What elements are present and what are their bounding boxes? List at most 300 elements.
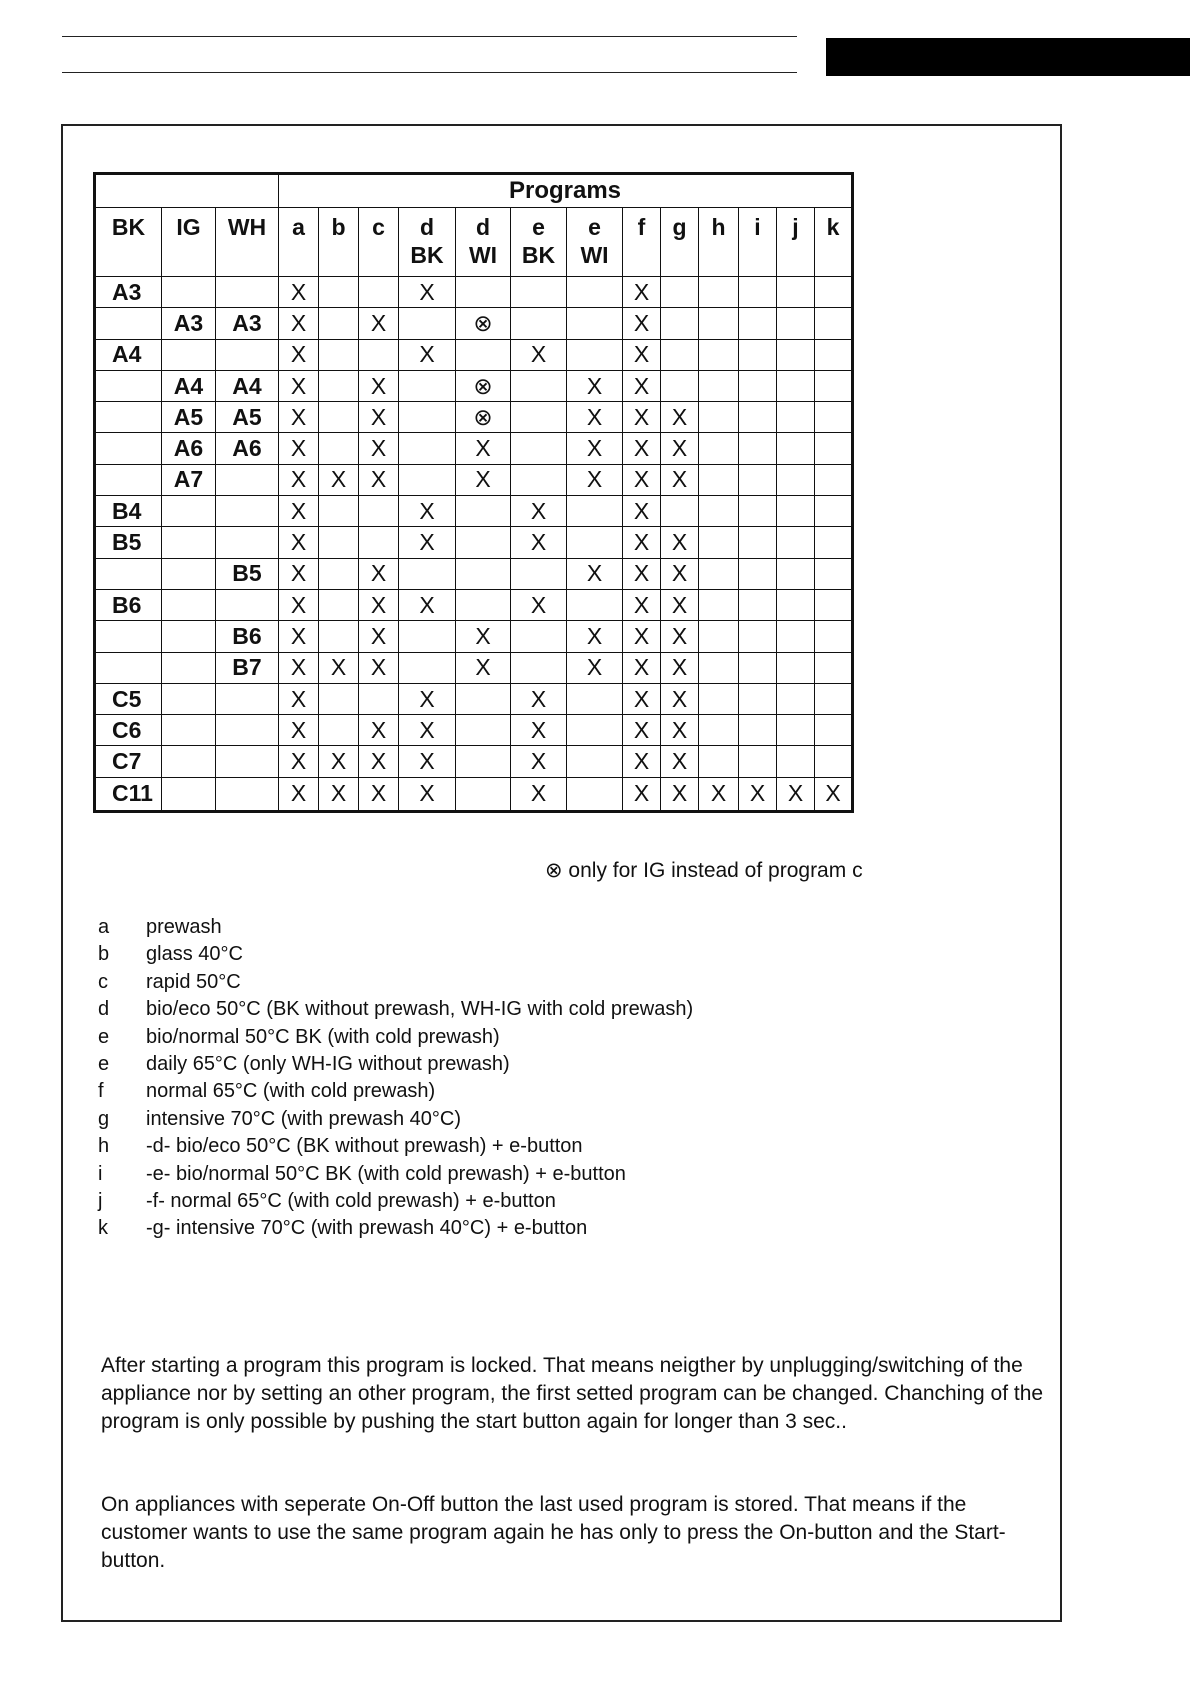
row-key-wh: B6 — [216, 621, 279, 652]
row-key-ig — [162, 746, 216, 777]
header-program-letter: d — [419, 214, 435, 240]
table-cell — [739, 558, 777, 589]
legend-text: -g- intensive 70°C (with prewash 40°C) + e-button — [146, 1217, 588, 1240]
table-cell — [699, 402, 739, 433]
legend-text: prewash — [146, 916, 222, 938]
table-cell — [777, 433, 815, 464]
table-cell — [511, 558, 567, 589]
header-program-3 — [399, 208, 456, 277]
table-cell — [739, 339, 777, 370]
table-cell — [777, 683, 815, 714]
table-cell: X — [511, 746, 567, 777]
header-program-6 — [567, 208, 623, 277]
table-cell — [739, 433, 777, 464]
table-cell — [511, 277, 567, 308]
table-cell: X — [319, 777, 359, 811]
row-key-bk: B4 — [95, 496, 162, 527]
table-cell: X — [279, 339, 319, 370]
table-cell: X — [279, 715, 319, 746]
table-cell: X — [319, 652, 359, 683]
table-cell — [319, 370, 359, 401]
table-cell — [739, 402, 777, 433]
table-cell: X — [359, 433, 399, 464]
header-program-letter: d — [475, 214, 491, 240]
table-cell: X — [511, 339, 567, 370]
table-cell: X — [661, 589, 699, 620]
table-cell — [739, 308, 777, 339]
row-key-wh — [216, 715, 279, 746]
row-key-bk — [95, 308, 162, 339]
table-cell — [399, 464, 456, 495]
table-cell: X — [815, 777, 853, 811]
table-cell — [456, 558, 511, 589]
table-cell — [399, 558, 456, 589]
legend-text: -e- bio/normal 50°C BK (with cold prewash) + e-button — [146, 1162, 626, 1185]
table-cell — [319, 621, 359, 652]
table-cell: X — [399, 746, 456, 777]
table-cell: ⊗ — [456, 308, 511, 339]
row-key-bk — [95, 433, 162, 464]
table-cell — [319, 527, 359, 558]
row-key-wh: A6 — [216, 433, 279, 464]
header-program-letter: e — [532, 214, 545, 240]
paragraph-program-stored: On appliances with seperate On-Off button the last used program is stored. That means if the customer wants to use the same program again he has only to press the On-button and the Start-button. — [101, 1493, 1006, 1572]
row-key-bk: C6 — [95, 715, 162, 746]
table-cell — [456, 715, 511, 746]
table-cell — [319, 339, 359, 370]
header-bk: BK — [95, 208, 162, 277]
table-cell: X — [279, 589, 319, 620]
row-key-wh — [216, 746, 279, 777]
table-cell — [359, 527, 399, 558]
row-key-ig — [162, 277, 216, 308]
table-cell: X — [279, 402, 319, 433]
legend-item — [98, 1133, 693, 1160]
table-cell: X — [623, 746, 661, 777]
table-cell: X — [399, 589, 456, 620]
table-cell: X — [399, 496, 456, 527]
table-cell — [777, 527, 815, 558]
table-cell — [699, 746, 739, 777]
table-cell: X — [511, 777, 567, 811]
table-cell: X — [661, 652, 699, 683]
table-cell — [359, 277, 399, 308]
table-cell — [456, 496, 511, 527]
table-row — [95, 464, 853, 495]
header-program-4 — [456, 208, 511, 277]
table-row — [95, 621, 853, 652]
header-ig: IG — [162, 208, 216, 277]
table-cell — [511, 621, 567, 652]
table-cell: X — [623, 370, 661, 401]
table-cell — [739, 527, 777, 558]
header-program-letter: f — [637, 214, 646, 240]
row-key-bk — [95, 652, 162, 683]
row-key-ig: A5 — [162, 402, 216, 433]
table-cell: X — [623, 777, 661, 811]
table-cell: X — [623, 558, 661, 589]
table-cell — [359, 683, 399, 714]
program-legend — [98, 914, 693, 1243]
row-key-bk — [95, 402, 162, 433]
header-rule-top — [62, 36, 797, 37]
header-program-variant: BK — [521, 242, 556, 268]
table-cell: X — [399, 715, 456, 746]
table-cell: X — [567, 558, 623, 589]
table-cell — [815, 683, 853, 714]
table-cell: X — [661, 746, 699, 777]
table-cell: X — [623, 339, 661, 370]
table-cell: X — [567, 464, 623, 495]
table-cell: X — [359, 464, 399, 495]
table-cell — [661, 339, 699, 370]
header-program-variant: WI — [580, 242, 609, 268]
legend-item — [98, 941, 693, 968]
row-key-bk: A3 — [95, 277, 162, 308]
table-cell — [567, 746, 623, 777]
table-row — [95, 777, 853, 811]
row-key-wh: B5 — [216, 558, 279, 589]
table-cell: X — [661, 777, 699, 811]
table-cell — [777, 464, 815, 495]
row-key-bk: C11 — [95, 777, 162, 811]
legend-key: d — [98, 998, 110, 1021]
table-cell — [699, 652, 739, 683]
table-cell: X — [399, 777, 456, 811]
table-cell: X — [319, 464, 359, 495]
table-cell — [739, 652, 777, 683]
table-row — [95, 683, 853, 714]
legend-item — [98, 1188, 693, 1215]
table-cell — [777, 370, 815, 401]
row-key-ig — [162, 683, 216, 714]
legend-key: k — [98, 1217, 108, 1240]
table-cell — [699, 683, 739, 714]
legend-item — [98, 996, 693, 1023]
legend-key: f — [98, 1080, 104, 1103]
legend-item — [98, 1215, 693, 1242]
table-cell — [456, 527, 511, 558]
table-cell — [815, 464, 853, 495]
row-key-ig — [162, 496, 216, 527]
legend-key: e — [98, 1052, 110, 1075]
table-cell: X — [623, 715, 661, 746]
table-cell: X — [279, 746, 319, 777]
table-cell — [777, 308, 815, 339]
header-program-letter: b — [331, 214, 346, 240]
table-cell — [511, 370, 567, 401]
header-program-letter: a — [292, 214, 305, 240]
header-program-variant: WI — [468, 242, 498, 268]
table-cell: X — [623, 308, 661, 339]
table-cell: X — [279, 777, 319, 811]
table-cell: X — [279, 683, 319, 714]
table-row — [95, 746, 853, 777]
table-cell — [699, 527, 739, 558]
table-cell: X — [567, 433, 623, 464]
table-cell — [699, 464, 739, 495]
header-program-9 — [699, 208, 739, 277]
table-cell: X — [661, 621, 699, 652]
table-cell — [815, 715, 853, 746]
table-cell — [815, 496, 853, 527]
table-cell — [699, 496, 739, 527]
table-cell — [567, 277, 623, 308]
table-cell — [399, 370, 456, 401]
table-cell: X — [279, 652, 319, 683]
table-cell — [456, 589, 511, 620]
table-row — [95, 589, 853, 620]
table-cell — [567, 339, 623, 370]
table-cell — [739, 715, 777, 746]
legend-text: bio/normal 50°C BK (with cold prewash) — [146, 1025, 500, 1048]
table-cell — [511, 464, 567, 495]
table-cell: X — [623, 589, 661, 620]
table-cell: X — [279, 527, 319, 558]
row-key-ig — [162, 339, 216, 370]
header-program-letter: e — [588, 214, 601, 240]
table-cell: X — [359, 402, 399, 433]
table-cell — [319, 715, 359, 746]
table-cell: X — [623, 683, 661, 714]
table-cell — [319, 558, 359, 589]
legend-item — [98, 1078, 693, 1105]
table-cell — [777, 746, 815, 777]
legend-key: j — [98, 1189, 103, 1212]
row-key-bk: C5 — [95, 683, 162, 714]
table-cell: X — [319, 746, 359, 777]
table-cell — [739, 589, 777, 620]
table-cell: X — [399, 527, 456, 558]
footnote: ⊗ only for IG instead of program c — [545, 859, 863, 882]
legend-key: c — [98, 970, 108, 993]
row-key-bk: B5 — [95, 527, 162, 558]
legend-key: g — [98, 1107, 110, 1130]
table-cell: X — [623, 464, 661, 495]
table-cell — [777, 715, 815, 746]
legend-text: glass 40°C — [146, 943, 243, 966]
row-key-wh — [216, 589, 279, 620]
row-key-wh — [216, 777, 279, 811]
table-cell — [699, 339, 739, 370]
table-cell: X — [511, 715, 567, 746]
table-cell: X — [661, 402, 699, 433]
table-cell — [699, 558, 739, 589]
header-program-10 — [739, 208, 777, 277]
row-key-ig — [162, 527, 216, 558]
table-cell — [399, 652, 456, 683]
table-cell — [661, 496, 699, 527]
table-cell — [739, 464, 777, 495]
table-cell: X — [567, 370, 623, 401]
row-key-ig — [162, 621, 216, 652]
row-key-wh: A3 — [216, 308, 279, 339]
header-program-letter: k — [826, 214, 840, 240]
table-cell — [699, 433, 739, 464]
table-cell: X — [661, 683, 699, 714]
table-row — [95, 715, 853, 746]
table-cell — [739, 496, 777, 527]
row-key-bk: C7 — [95, 746, 162, 777]
table-cell: X — [359, 558, 399, 589]
header-program-11 — [777, 208, 815, 277]
table-row — [95, 496, 853, 527]
table-cell — [815, 402, 853, 433]
table-cell — [739, 621, 777, 652]
row-key-ig — [162, 558, 216, 589]
table-cell — [319, 277, 359, 308]
table-cell: X — [279, 558, 319, 589]
legend-text: rapid 50°C — [146, 970, 241, 993]
table-cell — [815, 433, 853, 464]
table-cell — [319, 402, 359, 433]
row-key-bk — [95, 621, 162, 652]
row-key-wh — [216, 277, 279, 308]
legend-text: intensive 70°C (with prewash 40°C) — [146, 1107, 462, 1130]
table-cell — [699, 277, 739, 308]
table-cell: X — [279, 496, 319, 527]
table-cell: X — [623, 402, 661, 433]
table-cell: X — [399, 339, 456, 370]
legend-item — [98, 1106, 693, 1133]
table-cell — [456, 683, 511, 714]
table-cell: X — [399, 683, 456, 714]
table-cell — [815, 370, 853, 401]
blank-header-cell — [95, 174, 279, 208]
table-cell: X — [777, 777, 815, 811]
legend-text: daily 65°C (only WH-IG without prewash) — [146, 1052, 510, 1075]
legend-item — [98, 1161, 693, 1188]
table-cell — [699, 621, 739, 652]
legend-key: b — [98, 943, 110, 966]
table-cell: ⊗ — [456, 402, 511, 433]
table-cell — [699, 308, 739, 339]
table-cell: X — [456, 464, 511, 495]
table-cell — [661, 308, 699, 339]
table-cell — [815, 746, 853, 777]
header-program-variant: BK — [410, 242, 444, 268]
table-cell: X — [359, 777, 399, 811]
table-cell: X — [661, 715, 699, 746]
programs-title: Programs — [279, 174, 853, 208]
table-cell: X — [661, 558, 699, 589]
table-cell — [456, 746, 511, 777]
header-program-7 — [623, 208, 661, 277]
table-cell: X — [567, 652, 623, 683]
table-cell — [815, 589, 853, 620]
table-cell — [567, 715, 623, 746]
table-cell — [661, 277, 699, 308]
header-program-12 — [815, 208, 853, 277]
row-key-bk: A4 — [95, 339, 162, 370]
header-black-tab — [826, 38, 1190, 76]
paragraph-program-lock: After starting a program this program is locked. That means neigther by unplugging/switching of the appliance nor by setting an other program, the first setted program can be changed. Chanching of the program is only possible by pushing the start button again for longer than 3 sec.. — [101, 1354, 1044, 1433]
table-cell: X — [456, 621, 511, 652]
table-cell — [699, 589, 739, 620]
header-program-letter: g — [672, 214, 687, 240]
row-key-bk — [95, 370, 162, 401]
header-program-8 — [661, 208, 699, 277]
table-cell — [511, 308, 567, 339]
table-cell: X — [661, 433, 699, 464]
table-cell — [777, 339, 815, 370]
table-cell: X — [456, 652, 511, 683]
table-row — [95, 558, 853, 589]
legend-text: normal 65°C (with cold prewash) — [146, 1080, 436, 1103]
row-key-bk: B6 — [95, 589, 162, 620]
table-cell: X — [623, 652, 661, 683]
table-cell — [567, 308, 623, 339]
table-cell: X — [511, 496, 567, 527]
table-cell: X — [279, 277, 319, 308]
table-cell — [567, 683, 623, 714]
table-cell — [815, 527, 853, 558]
row-key-wh — [216, 464, 279, 495]
table-cell — [739, 370, 777, 401]
table-cell: X — [279, 464, 319, 495]
table-cell — [319, 496, 359, 527]
table-cell — [815, 558, 853, 589]
legend-key: a — [98, 916, 110, 938]
table-cell — [815, 277, 853, 308]
table-cell: X — [359, 652, 399, 683]
table-cell: X — [359, 746, 399, 777]
row-key-ig: A7 — [162, 464, 216, 495]
table-cell — [777, 277, 815, 308]
legend-key: e — [98, 1025, 110, 1048]
row-key-ig — [162, 715, 216, 746]
table-row — [95, 652, 853, 683]
row-key-wh: A4 — [216, 370, 279, 401]
header-program-letter: i — [754, 214, 761, 240]
legend-item — [98, 1051, 693, 1078]
table-cell: X — [623, 496, 661, 527]
table-cell — [777, 652, 815, 683]
table-cell: X — [511, 527, 567, 558]
table-cell: X — [279, 621, 319, 652]
row-key-wh — [216, 496, 279, 527]
table-cell: X — [739, 777, 777, 811]
table-cell — [815, 652, 853, 683]
table-cell — [777, 558, 815, 589]
row-key-wh: A5 — [216, 402, 279, 433]
table-cell — [359, 496, 399, 527]
table-cell — [777, 496, 815, 527]
table-cell — [699, 370, 739, 401]
table-cell: X — [359, 621, 399, 652]
table-cell — [399, 402, 456, 433]
table-row — [95, 370, 853, 401]
legend-text: bio/eco 50°C (BK without prewash, WH-IG with cold prewash) — [146, 998, 694, 1021]
table-cell: X — [359, 589, 399, 620]
legend-text: -d- bio/eco 50°C (BK without prewash) + e-button — [146, 1135, 583, 1158]
table-cell: X — [567, 402, 623, 433]
legend-text: -f- normal 65°C (with cold prewash) + e-button — [146, 1189, 556, 1212]
header-rule-bottom — [62, 72, 797, 73]
table-cell — [456, 277, 511, 308]
row-key-bk — [95, 464, 162, 495]
table-cell: X — [623, 277, 661, 308]
row-key-wh: B7 — [216, 652, 279, 683]
table-cell: X — [567, 621, 623, 652]
table-cell — [319, 589, 359, 620]
table-row — [95, 308, 853, 339]
table-cell — [777, 589, 815, 620]
table-cell — [815, 339, 853, 370]
table-cell: X — [699, 777, 739, 811]
legend-key: i — [98, 1162, 103, 1185]
table-cell — [739, 683, 777, 714]
